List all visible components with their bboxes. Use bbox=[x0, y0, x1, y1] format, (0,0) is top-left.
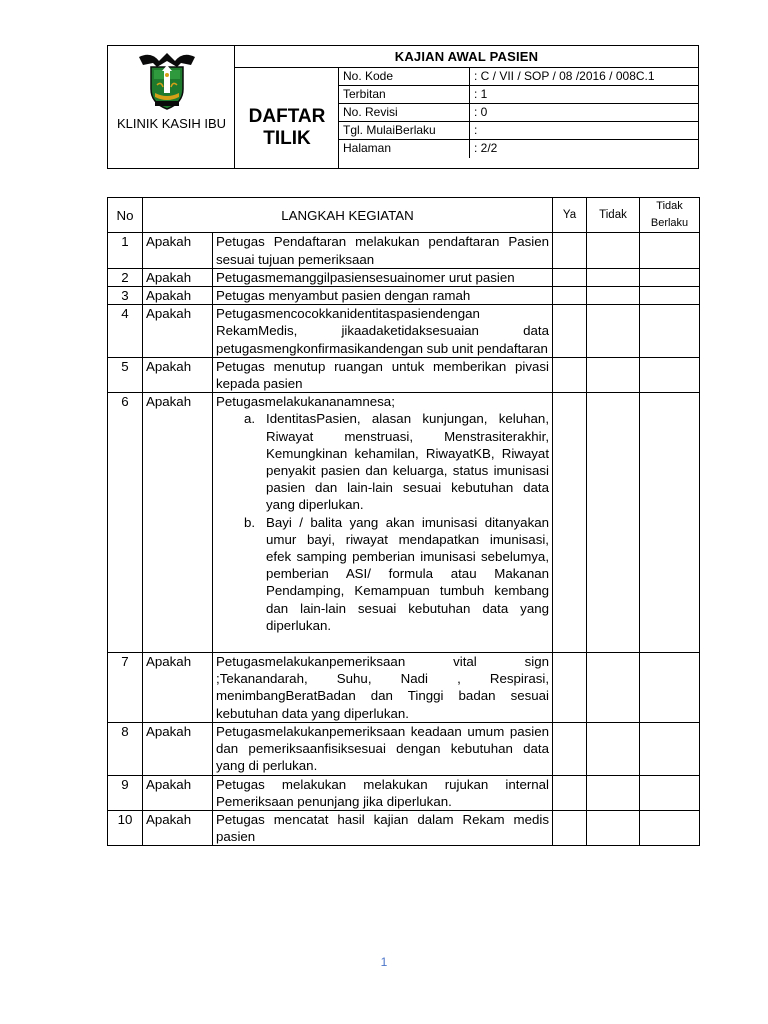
meta-value: : 0 bbox=[474, 105, 488, 119]
row-number: 9 bbox=[108, 775, 143, 810]
meta-value: : C / VII / SOP / 08 /2016 / 008C.1 bbox=[474, 69, 655, 83]
sub-item-text: IdentitasPasien, alasan kunjungan, keluhan, Riwayat menstruasi, Menstrasiterakhir, Kemungkinan kehamilan, RiwayatKB, Riwayat penyakit pasien dan keluarga, status imunisasi pasien dan lain-lain sesuai kebutuhan data yang diperlukan. bbox=[266, 411, 550, 513]
row-step: Petugas menutup ruangan untuk memberikan pivasi kepada pasien bbox=[213, 357, 553, 392]
row-number: 10 bbox=[108, 810, 143, 845]
row-number: 3 bbox=[108, 287, 143, 305]
column-header-tidak: Tidak bbox=[587, 198, 640, 233]
tidak-berlaku-checkbox-cell[interactable] bbox=[640, 722, 700, 775]
meta-row bbox=[339, 140, 698, 158]
tidak-checkbox-cell[interactable] bbox=[587, 287, 640, 305]
sub-item bbox=[244, 514, 549, 634]
meta-row bbox=[339, 122, 698, 140]
row-question: Apakah bbox=[143, 653, 213, 723]
clinic-name: KLINIK KASIH IBU bbox=[116, 116, 227, 131]
row-step: Petugasmelakukanpemeriksaan keadaan umum pasien dan pemeriksaanfisiksesuai dengan kebutuhan data yang di perlukan. bbox=[213, 722, 553, 775]
ya-checkbox-cell[interactable] bbox=[553, 810, 587, 845]
table-row bbox=[108, 653, 700, 723]
meta-label: Tgl. MulaiBerlaku bbox=[339, 122, 470, 140]
column-header-ya: Ya bbox=[553, 198, 587, 233]
tidak-checkbox-cell[interactable] bbox=[587, 305, 640, 358]
table-row bbox=[108, 775, 700, 810]
tidak-checkbox-cell[interactable] bbox=[587, 393, 640, 653]
table-row bbox=[108, 305, 700, 358]
meta-row bbox=[339, 68, 698, 86]
tidak-checkbox-cell[interactable] bbox=[587, 233, 640, 268]
tidak-berlaku-checkbox-cell[interactable] bbox=[640, 268, 700, 286]
row-step bbox=[213, 393, 553, 653]
sub-item-text: Bayi / balita yang akan imunisasi ditanyakan umur bayi, riwayat mendapatkan imunisasi, efek samping pemberian imunisasi sebelumya, pemberian ASI/ formula atau Makanan Pendamping, Kemampuan tumbuh kembang dan lain-lain sesuai kebutuhan data yang diperlukan. bbox=[266, 514, 550, 633]
table-row bbox=[108, 722, 700, 775]
ya-checkbox-cell[interactable] bbox=[553, 357, 587, 392]
ya-checkbox-cell[interactable] bbox=[553, 233, 587, 268]
row-step: Petugas menyambut pasien dengan ramah bbox=[213, 287, 553, 305]
row-step-intro: Petugasmelakukananamnesa; bbox=[216, 394, 395, 410]
row-step: Petugasmelakukanpemeriksaan vital sign ;Tekanandarah, Suhu, Nadi , Respirasi, menimbangBeratBadan dan Tinggi badan sesuai kebutuhan data yang diperlukan. bbox=[213, 653, 553, 723]
tidak-berlaku-checkbox-cell[interactable] bbox=[640, 653, 700, 723]
table-row bbox=[108, 233, 700, 268]
row-question: Apakah bbox=[143, 357, 213, 392]
row-number: 6 bbox=[108, 393, 143, 653]
table-row bbox=[108, 393, 700, 653]
tidak-berlaku-checkbox-cell[interactable] bbox=[640, 305, 700, 358]
document-meta bbox=[339, 68, 698, 158]
sub-item-marker: a. bbox=[244, 411, 256, 427]
tidak-berlaku-checkbox-cell[interactable] bbox=[640, 810, 700, 845]
row-question: Apakah bbox=[143, 305, 213, 358]
tidak-berlaku-checkbox-cell[interactable] bbox=[640, 287, 700, 305]
tidak-checkbox-cell[interactable] bbox=[587, 268, 640, 286]
row-number: 7 bbox=[108, 653, 143, 723]
meta-value: : 1 bbox=[474, 87, 488, 101]
meta-label: No. Kode bbox=[339, 68, 470, 86]
ya-checkbox-cell[interactable] bbox=[553, 393, 587, 653]
row-question: Apakah bbox=[143, 810, 213, 845]
row-question: Apakah bbox=[143, 233, 213, 268]
ya-checkbox-cell[interactable] bbox=[553, 268, 587, 286]
table-header-row bbox=[108, 198, 700, 233]
ya-checkbox-cell[interactable] bbox=[553, 653, 587, 723]
tidak-checkbox-cell[interactable] bbox=[587, 775, 640, 810]
table-row bbox=[108, 287, 700, 305]
row-number: 1 bbox=[108, 233, 143, 268]
sub-item-marker: b. bbox=[244, 514, 256, 530]
row-step: Petugas melakukan melakukan rujukan internal Pemeriksaan penunjang jika diperlukan. bbox=[213, 775, 553, 810]
page-number: 1 bbox=[380, 955, 388, 969]
ya-checkbox-cell[interactable] bbox=[553, 287, 587, 305]
document-title: KAJIAN AWAL PASIEN bbox=[235, 46, 698, 68]
checklist-table bbox=[107, 197, 700, 846]
row-step: Petugasmemanggilpasiensesuainomer urut pasien bbox=[213, 268, 553, 286]
tidak-berlaku-checkbox-cell[interactable] bbox=[640, 393, 700, 653]
meta-value: : 2/2 bbox=[474, 141, 498, 155]
tidak-berlaku-checkbox-cell[interactable] bbox=[640, 357, 700, 392]
meta-row bbox=[339, 86, 698, 104]
meta-value: : bbox=[474, 123, 478, 137]
row-number: 2 bbox=[108, 268, 143, 286]
meta-label: Halaman bbox=[339, 140, 470, 158]
row-question: Apakah bbox=[143, 393, 213, 653]
row-number: 5 bbox=[108, 357, 143, 392]
clinic-cell bbox=[108, 46, 235, 168]
row-number: 8 bbox=[108, 722, 143, 775]
tidak-checkbox-cell[interactable] bbox=[587, 653, 640, 723]
tidak-checkbox-cell[interactable] bbox=[587, 810, 640, 845]
row-number: 4 bbox=[108, 305, 143, 358]
meta-label: Terbitan bbox=[339, 86, 470, 104]
meta-label: No. Revisi bbox=[339, 104, 470, 122]
tidak-berlaku-checkbox-cell[interactable] bbox=[640, 775, 700, 810]
column-header-tidak-berlaku: Tidak Berlaku bbox=[640, 198, 700, 233]
sub-item bbox=[244, 410, 549, 513]
row-question: Apakah bbox=[143, 268, 213, 286]
row-question: Apakah bbox=[143, 722, 213, 775]
table-row bbox=[108, 810, 700, 845]
doc-type-cell bbox=[235, 68, 339, 168]
row-question: Apakah bbox=[143, 775, 213, 810]
document-header bbox=[107, 45, 699, 169]
doc-type: DAFTAR TILIK bbox=[248, 106, 326, 149]
tidak-checkbox-cell[interactable] bbox=[587, 722, 640, 775]
table-row bbox=[108, 357, 700, 392]
column-header-no: No bbox=[108, 198, 143, 233]
row-question: Apakah bbox=[143, 287, 213, 305]
column-header-step: LANGKAH KEGIATAN bbox=[143, 198, 553, 233]
table-row bbox=[108, 268, 700, 286]
ya-checkbox-cell[interactable] bbox=[553, 305, 587, 358]
row-step: Petugas mencatat hasil kajian dalam Rekam medis pasien bbox=[213, 810, 553, 845]
row-step: Petugasmencocokkanidentitaspasiendengan RekamMedis, jikaadaketidaksesuaian data petugasmengkonfirmasikandengan sub unit pendaftaran bbox=[213, 305, 553, 358]
ya-checkbox-cell[interactable] bbox=[553, 775, 587, 810]
tidak-checkbox-cell[interactable] bbox=[587, 357, 640, 392]
row-step: Petugas Pendaftaran melakukan pendaftaran Pasien sesuai tujuan pemeriksaan bbox=[213, 233, 553, 268]
tidak-berlaku-checkbox-cell[interactable] bbox=[640, 233, 700, 268]
ya-checkbox-cell[interactable] bbox=[553, 722, 587, 775]
meta-row bbox=[339, 104, 698, 122]
clinic-logo-icon bbox=[137, 49, 197, 111]
